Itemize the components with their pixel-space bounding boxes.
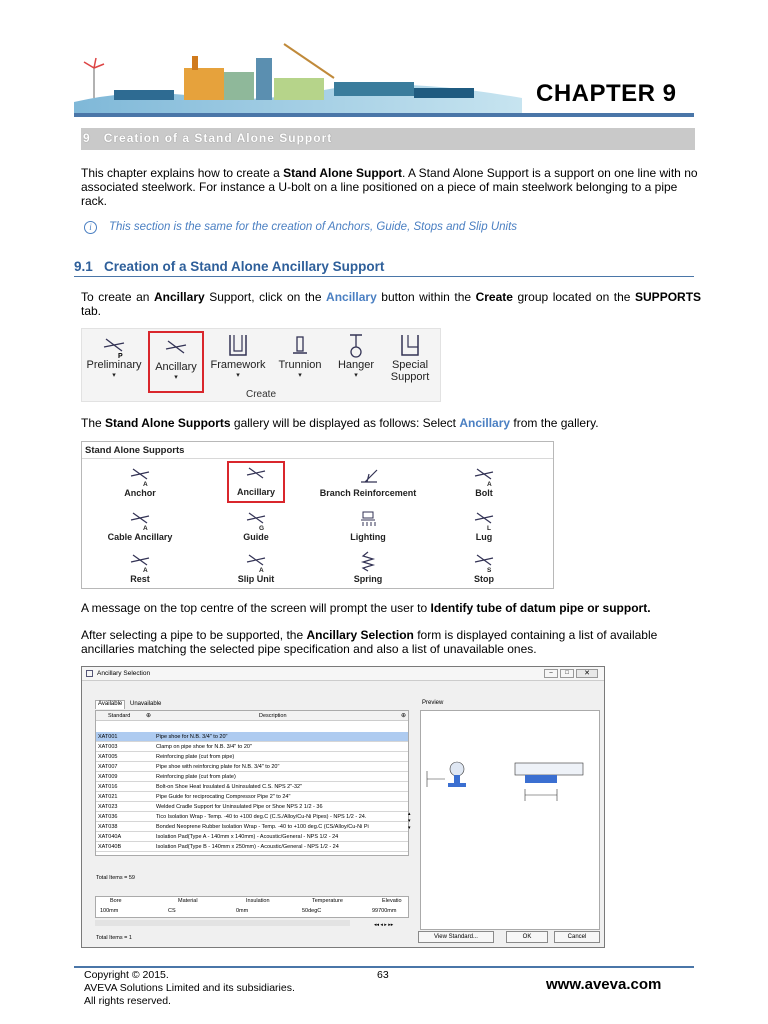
row-standard: XAT005 xyxy=(98,754,118,760)
table-row[interactable] xyxy=(96,832,408,842)
gallery-item-stop[interactable] xyxy=(429,550,539,584)
dialog-app-icon xyxy=(86,670,93,677)
table-row[interactable] xyxy=(96,792,408,802)
total-items-label: Total Items = 59 xyxy=(96,875,135,881)
row-description: Isolation Pad(Type A - 140mm x 140mm) - Acoustic/General - NPS 1/2 - 24 xyxy=(156,834,339,840)
bolt-icon xyxy=(469,464,499,488)
lug-icon xyxy=(469,508,499,532)
anchor-icon xyxy=(125,464,155,488)
page-number: 63 xyxy=(377,969,389,981)
subsection-heading: 9.1 Creation of a Stand Alone Ancillary Support xyxy=(74,259,385,274)
ribbon-preliminary-label: Preliminary xyxy=(86,359,142,371)
gallery-item-lug[interactable] xyxy=(429,508,539,542)
supports-ribbon-create-group xyxy=(81,328,441,402)
row-description: Bonded Neoprene Rubber Isolation Wrap - Temp. -40 to +100 deg.C (CS/Alloy/Cu-Ni Pi xyxy=(156,824,369,830)
row-standard: XAT038 xyxy=(98,824,118,830)
spec-table xyxy=(95,896,409,918)
table-row[interactable] xyxy=(96,742,408,752)
lighting-icon xyxy=(353,508,383,532)
footer-rule xyxy=(74,966,694,968)
ribbon-framework-button[interactable]: Framework ▾ xyxy=(210,333,266,379)
spec-value: 50degC xyxy=(302,908,322,914)
svg-text:L: L xyxy=(487,525,491,532)
ribbon-special-support-button[interactable] xyxy=(382,333,438,383)
row-description: Pipe Guide for reciprocating Compressor Pipe 2" to 24" xyxy=(156,794,291,800)
row-standard: XAT003 xyxy=(98,744,118,750)
gallery-item-label: Branch Reinforcement xyxy=(319,488,417,498)
spec-column-header: Insulation xyxy=(246,898,270,904)
available-table xyxy=(95,710,409,856)
gallery-title: Stand Alone Supports xyxy=(85,445,185,456)
spec-scrollbar[interactable] xyxy=(95,920,350,926)
gallery-item-label: Ancillary xyxy=(236,487,276,497)
table-row[interactable] xyxy=(96,842,408,852)
row-standard: XAT040A xyxy=(98,834,122,840)
table-row[interactable] xyxy=(96,802,408,812)
row-description: Pipe shoe for N.B. 3/4" to 20" xyxy=(156,734,228,740)
tab-unavailable[interactable]: Unavailable xyxy=(130,701,162,707)
slip-unit-icon xyxy=(241,550,271,574)
row-description: Reinforcing plate (cut from plate) xyxy=(156,774,236,780)
spec-column-header: Material xyxy=(178,898,198,904)
ribbon-ancillary-label: Ancillary xyxy=(155,361,197,373)
gallery-item-label: Lighting xyxy=(350,532,386,542)
gallery-item-label: Rest xyxy=(130,574,150,584)
total-items-2-label: Total Items = 1 xyxy=(96,935,132,941)
gallery-item-slip-unit[interactable] xyxy=(201,550,311,584)
gallery-item-cable-ancillary[interactable] xyxy=(85,508,195,542)
gallery-item-spring[interactable] xyxy=(313,550,423,584)
maximize-button[interactable]: □ xyxy=(560,669,574,678)
gallery-item-bolt[interactable] xyxy=(429,464,539,498)
row-description: Pipe shoe with reinforcing plate for N.B. 3/4" to 20" xyxy=(156,764,280,770)
table-row[interactable] xyxy=(96,762,408,772)
ancillary-icon xyxy=(162,335,190,361)
gallery-item-label: Slip Unit xyxy=(237,574,275,584)
minimize-button[interactable]: – xyxy=(544,669,558,678)
ribbon-hanger-button[interactable]: Hanger ▾ xyxy=(328,333,384,379)
row-description: Tico Isolation Wrap - Temp. -40 to +100 deg.C (C.S./Alloy/Cu-Ni Pipes) - NPS 1/2 - 24. xyxy=(156,814,367,820)
footer-copyright: Copyright © 2015. AVEVA Solutions Limited and its subsidiaries. All rights reserved. xyxy=(84,969,295,1007)
gallery-item-anchor[interactable] xyxy=(85,464,195,498)
svg-text:A: A xyxy=(143,567,148,574)
row-description: Reinforcing plate (cut from pipe) xyxy=(156,754,235,760)
spec-column-header: Elevatio xyxy=(382,898,402,904)
column-header-standard[interactable]: Standard xyxy=(108,713,131,719)
gallery-item-label: Bolt xyxy=(475,488,493,498)
ribbon-hanger-label: Hanger xyxy=(337,359,375,371)
preliminary-icon xyxy=(100,333,128,359)
footer-website[interactable]: www.aveva.com xyxy=(546,976,662,993)
chapter-title: CHAPTER 9 xyxy=(536,80,677,107)
pager-controls[interactable]: ◂◂ ◂ ▸ ▸▸ xyxy=(374,922,394,928)
row-standard: XAT001 xyxy=(98,734,118,740)
trunnion-icon xyxy=(286,333,314,359)
hanger-icon xyxy=(342,333,370,359)
section-heading-bar xyxy=(81,128,695,150)
preview-pane xyxy=(420,710,600,930)
spec-value: 100mm xyxy=(100,908,119,914)
rest-icon xyxy=(125,550,155,574)
ribbon-trunnion-button[interactable]: Trunnion ▾ xyxy=(272,333,328,379)
stand-alone-supports-gallery xyxy=(81,441,554,589)
ribbon-special-support-label: Special Support xyxy=(390,359,430,383)
spec-column-header: Temperature xyxy=(312,898,343,904)
stop-icon xyxy=(469,550,499,574)
chapter-banner-illustration xyxy=(74,38,522,114)
note-text: This section is the same for the creation of Anchors, Guide, Stops and Slip Units xyxy=(109,221,518,233)
table-row[interactable] xyxy=(96,782,408,792)
row-standard: XAT040B xyxy=(98,844,122,850)
dialog-title: Ancillary Selection xyxy=(97,670,151,677)
filter-icon[interactable]: ⊕ xyxy=(401,713,407,719)
svg-text:A: A xyxy=(487,481,492,488)
gallery-item-label: Cable Ancillary xyxy=(107,532,173,542)
gallery-item-ancillary[interactable] xyxy=(227,461,285,503)
ancillary-instructions-paragraph: To create an Ancillary Support, click on the Ancillary button within the Create group located on the SUPPORTS tab. xyxy=(81,290,702,318)
ribbon-group-label: Create xyxy=(246,389,277,400)
section-title: Creation of a Stand Alone Support xyxy=(103,131,333,145)
row-description: Isolation Pad(Type B - 140mm x 250mm) - Acoustic/General - NPS 1/2 - 24 xyxy=(156,844,339,850)
branch-reinforcement-icon xyxy=(353,464,383,488)
ancillary-selection-dialog xyxy=(81,666,605,948)
svg-text:A: A xyxy=(259,567,264,574)
table-row[interactable] xyxy=(96,812,408,822)
table-row[interactable] xyxy=(96,732,408,742)
filter-icon[interactable]: ⊕ xyxy=(146,713,152,719)
gallery-item-label: Lug xyxy=(475,532,493,542)
svg-text:A: A xyxy=(143,481,148,488)
ribbon-framework-label: Framework xyxy=(210,359,266,371)
spring-icon xyxy=(353,550,383,574)
column-header-description[interactable]: Description xyxy=(259,713,287,719)
row-standard: XAT023 xyxy=(98,804,118,810)
table-row[interactable] xyxy=(96,752,408,762)
svg-text:P: P xyxy=(118,353,123,359)
cancel-button[interactable]: Cancel xyxy=(554,931,600,943)
spec-column-header: Bore xyxy=(110,898,122,904)
row-description: Bolt-on Shoe Heat Insulated & Uninsulated C.S. NPS 2"-32" xyxy=(156,784,303,790)
dialog-titlebar xyxy=(82,667,604,681)
special-support-icon xyxy=(396,333,424,359)
gallery-item-label: Stop xyxy=(474,574,494,584)
tab-available[interactable]: Available xyxy=(95,700,125,709)
preview-label: Preview xyxy=(422,700,444,706)
gallery-instructions-paragraph: The Stand Alone Supports gallery will be displayed as follows: Select Ancillary from the gallery. xyxy=(81,416,599,430)
gallery-item-label: Anchor xyxy=(124,488,156,498)
row-standard: XAT009 xyxy=(98,774,118,780)
row-description: Clamp on pipe shoe for N.B. 3/4" to 20" xyxy=(156,744,252,750)
ribbon-ancillary-button[interactable]: Ancillary ▾ xyxy=(148,331,204,393)
cable-ancillary-icon xyxy=(125,508,155,532)
header-rule xyxy=(74,113,694,117)
identify-tube-paragraph: A message on the top centre of the screen will prompt the user to Identify tube of datum pipe or support. xyxy=(81,601,651,615)
row-standard: XAT036 xyxy=(98,814,118,820)
gallery-item-guide[interactable] xyxy=(201,508,311,542)
spec-value: CS xyxy=(168,908,176,914)
svg-text:A: A xyxy=(143,525,148,532)
table-scrollbar[interactable]: ▴ ▾ ▾ xyxy=(408,811,411,831)
ok-button[interactable]: OK xyxy=(506,931,548,943)
info-icon: i xyxy=(84,221,97,234)
ribbon-preliminary-button[interactable]: P Preliminary ▾ xyxy=(86,333,142,379)
table-header xyxy=(96,711,408,721)
subsection-rule xyxy=(74,276,694,277)
gallery-item-rest[interactable] xyxy=(85,550,195,584)
gallery-item-lighting[interactable] xyxy=(313,508,423,542)
close-button[interactable]: ✕ xyxy=(576,669,598,678)
row-standard: XAT007 xyxy=(98,764,118,770)
preview-drawing xyxy=(421,711,601,931)
view-standard-button[interactable]: View Standard... xyxy=(418,931,494,943)
svg-text:S: S xyxy=(487,567,492,574)
ancillary-icon xyxy=(241,463,271,487)
framework-icon xyxy=(224,333,252,359)
table-row[interactable] xyxy=(96,822,408,832)
gallery-item-branch-reinforcement[interactable] xyxy=(313,464,423,498)
row-standard: XAT016 xyxy=(98,784,118,790)
gallery-item-label: Guide xyxy=(243,532,269,542)
section-number: 9 xyxy=(83,131,91,145)
spec-value: 0mm xyxy=(236,908,249,914)
gallery-item-label: Spring xyxy=(353,574,383,584)
ancillary-selection-paragraph: After selecting a pipe to be supported, the Ancillary Selection form is displayed containing a list of available ancillaries matching the selected pipe specification and also a list of unavailable ones. xyxy=(81,628,658,656)
spec-value: 99700mm xyxy=(372,908,397,914)
table-row[interactable] xyxy=(96,772,408,782)
row-standard: XAT021 xyxy=(98,794,118,800)
row-description: Welded Cradle Support for Uninsulated Pipe or Shoe NPS 2 1/2 - 36 xyxy=(156,804,323,810)
intro-paragraph: This chapter explains how to create a Stand Alone Support. A Stand Alone Support is a support on one line with no associated steelwork. For instance a U-bolt on a line positioned on a piece of main steelwork belonging to a pipe rack. xyxy=(81,166,698,208)
ribbon-trunnion-label: Trunnion xyxy=(278,359,322,371)
svg-text:G: G xyxy=(259,525,265,532)
guide-icon xyxy=(241,508,271,532)
